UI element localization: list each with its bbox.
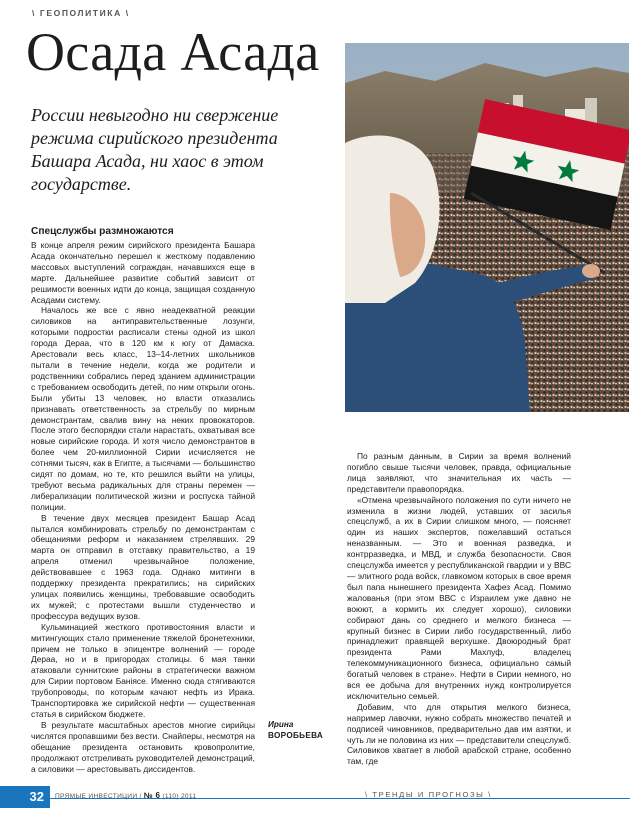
body-paragraph: По разным данным, в Сирии за время волнений погибло свыше тысячи человек, правда, официальные лица заявляют, что значительная их часть — представители правопорядка.: [347, 451, 571, 494]
article-photo: [345, 43, 629, 412]
body-paragraph: Добавим, что для открытия мелкого бизнеса, например лавочки, нужно собрать множество печатей и подписей чиновников, предварительно дав им азятки, и чуть ли не половина из них — представители спецслужб. Силовиков хватает в любой арабской стране, особенно там, где: [347, 701, 571, 767]
author-first-name: Ирина: [268, 720, 294, 729]
article-lead: России невыгодно ни свержение режима сирийского президента Башара Асада, ни хаос в этом государстве.: [31, 105, 279, 194]
page-number: 32: [0, 786, 50, 808]
section-rubric: \ ГЕОПОЛИТИКА \: [32, 8, 130, 18]
body-paragraph: В результате масштабных арестов многие сирийцы числятся пропавшими без вести. Снайперы, несмотря на обещание президента остановить кровопролитие, продолжают отстреливать руководителей демонстраций, а силовики — арестовывать диссидентов.: [31, 719, 255, 774]
body-paragraph: В течение двух месяцев президент Башар Асад пытался комбинировать стрельбу по демонстрантам с обещаниями реформ и наказанием стрелявших. 29 марта он отправил в отставку правительство, а 19 апреля отменил чрезвычайное положение, действовавшее с 1963 года. Однако митинги в поддержку президента прекратились; на сирийских улицах появились женщины, требовавшие освободить их мужей; с протестами вышли студенчество и профессура ведущих вузов.: [31, 512, 255, 621]
magazine-name: ПРЯМЫЕ ИНВЕСТИЦИИ /: [55, 793, 142, 800]
body-paragraph: «Отмена чрезвычайного положения по сути ничего не изменила в жизни людей, уставших от засилья спецслужб, а их в Сирии слишком много, — поясняет один из наших экспертов, пожелавший остаться неназванным. — Это и военная разведка, и контрразведка, и МВД, и служба безопасности. Своя спецслужба имеется у республиканской гвардии и у ВВС — элитного рода войск, главкомом которых в свое время был папа нынешнего президента Хафез Асад. Помимо жалованья (при этом ВВС с Израилем уже давно не воюют, а кормить их следует хорошо), силовики собирают дань со среднего и мелкого бизнеса — крупный бизнес в Сирии либо государственный, либо принадлежит правящей верхушке. Двоюродный брат президента Рами Махлуф, владелец телекоммуникационного бизнеса, официально самый богатый человек в стране». Нефти в Сирии немного, но вся ее добыча для внутренних нужд контролируется исключительно семьей.: [347, 494, 571, 701]
body-paragraph: Кульминацией жесткого противостояния власти и митингующих стало применение тяжелой бронетехники, причем не только в эпицентре волнений — городе Дераа, но и в пригородах столицы. 6 мая танки атаковали суннитские районы в стратегически важном для Сирии портовом Банiясе. Именно сюда стягиваются трубопроводы, по которым качают нефть из Ирака. Транспортировка же сирийской нефти — существенная статья в сирийском бюджете.: [31, 621, 255, 719]
issue-number: № 6: [143, 791, 161, 800]
flag-rally-photo-icon: [345, 43, 629, 412]
section-footer: \ ТРЕНДЫ И ПРОГНОЗЫ \: [365, 790, 492, 799]
body-paragraph: В конце апреля режим сирийского президента Башара Асада окончательно перешел к жесткому подавлению массовых выступлений сограждан, начавшихся еще в марте. Дальнейшее развитие событий зависит от решимости военных идти до конца, защищая созданную Асадами систему.: [31, 240, 255, 305]
article-subhead: Спецслужбы размножаются: [31, 226, 174, 237]
body-paragraph: Началось же все с явно неадекватной реакции силовиков на антиправительственные лозунги, которыми подростки расписали стены одной из школ города Дераа, что в 120 км к югу от Дамаска. Арестовали весь класс, 13–14-летних школьников пытали в течение недели, когда же родители и родственники собрались перед зданием администрации с требованием освободить детей, по ним открыли огонь. Были убиты 13 человек, но власти отказались признавать ответственность за стрельбу по мирным демонстрантам, свалив вину на неких провокаторов. После этого беспорядки стали нарастать, охватывая все новые сирийские города. И хотя число демонстрантов в более чем 20-миллионной Сирии исчисляется не сотнями тысяч, как в Египте, а тысячами — большинство сидят по домам, но те, кто решился выйти на улицы, требуют весьма радикальных для страны перемен — либерализации политической жизни и роспуска тайной полиции.: [31, 305, 255, 512]
author-last-name: ВОРОБЬЕВА: [268, 731, 324, 740]
issue-details: (110) 2011: [162, 793, 197, 800]
article-title: Осада Асада: [26, 22, 320, 82]
body-column-right: [347, 451, 571, 767]
magazine-info: [55, 791, 285, 802]
body-column-left: [31, 240, 255, 774]
author-byline: [268, 719, 338, 741]
